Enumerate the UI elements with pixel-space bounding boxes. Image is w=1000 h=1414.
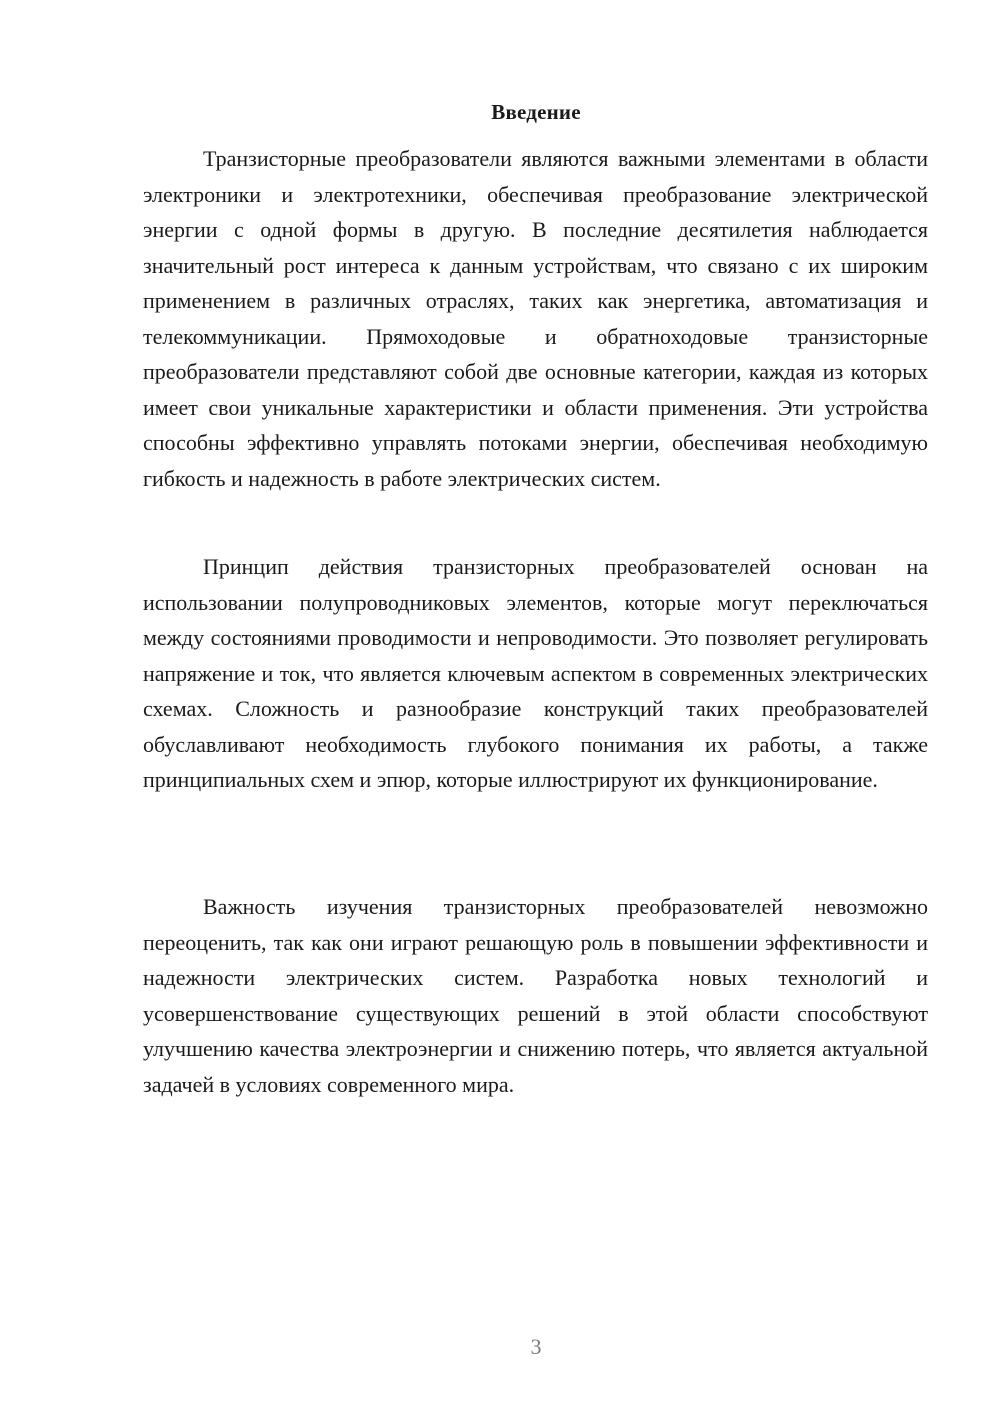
paragraph-introduction-1: Транзисторные преобразователи являются важными элементами в области электроники и электротехники, обеспечивая преобразование электрической энергии с одной формы в другую. В последние десятилетия наблюдается значительный рост интереса к данным устройствам, что связано с их широким применением в различных отраслях, таких как энергетика, автоматизация и телекоммуникации. Прямоходовые и обратноходовые транзисторные преобразователи представляют собой две основные категории, каждая из которых имеет свои уникальные характеристики и области применения. Эти устройства способны эффективно управлять потоками энергии, обеспечивая необходимую гибкость и надежность в работе электрических систем. <box>143 146 928 491</box>
page-number: 3 <box>530 1334 542 1359</box>
paragraph-introduction-2: Принцип действия транзисторных преобразователей основан на использовании полупроводниковых элементов, которые могут переключаться между состояниями проводимости и непроводимости. Это позволяет регулировать напряжение и ток, что является ключевым аспектом в современных электрических схемах. Сложность и разнообразие конструкций таких преобразователей обуславливают необходимость глубокого понимания их работы, а также принципиальных схем и эпюр, которые иллюстрируют их функционирование. <box>143 554 928 792</box>
section-heading: Введение <box>491 100 581 124</box>
paragraph-introduction-3: Важность изучения транзисторных преобразователей невозможно переоценить, так как они играют решающую роль в повышении эффективности и надежности электрических систем. Разработка новых технологий и усовершенствование существующих решений в этой области способствуют улучшению качества электроэнергии и снижению потерь, что является актуальной задачей в условиях современного мира. <box>143 894 928 1097</box>
